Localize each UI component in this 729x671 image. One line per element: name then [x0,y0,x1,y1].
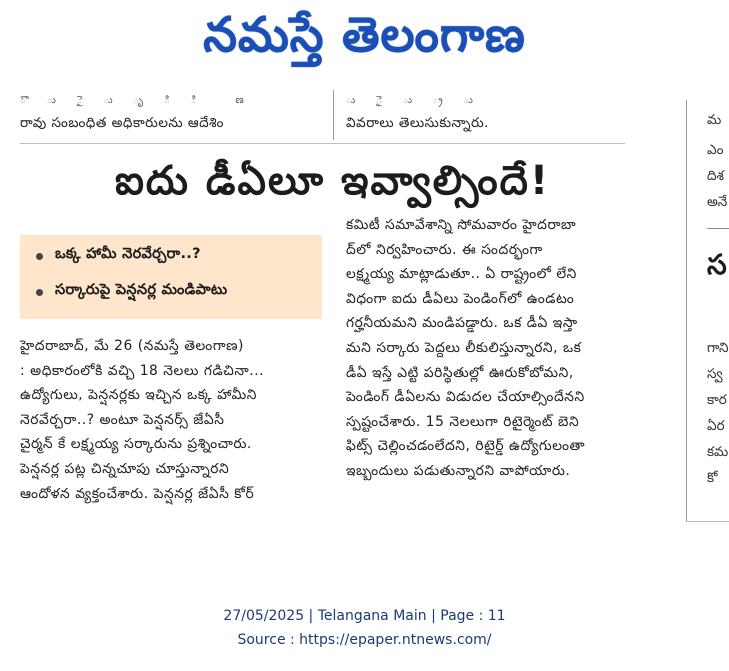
neighbor-headline-fragment: స [707,248,727,281]
bullet-icon [36,253,43,260]
clipped-text-top-right: ు ై ు ్ర ు [346,95,491,106]
body-line: విధంగా ఐదు డీఏలు పెండింగ్‌లో ఉండటం [346,290,575,307]
article-body-right-column [346,213,636,484]
body-line: పెండింగ్ డీఏలను విడుదల చేయాల్సిందేనని [346,389,585,406]
neighbor-article-fragment: స్వ [707,366,723,382]
neighbor-article-fragment: కమ [707,444,729,460]
neighbor-article-fragment: మ [707,112,722,128]
body-line: : అధికారంలోకి వచ్చి 18 నెలలు గడిచినా... [20,362,265,379]
body-line: డీఏ ఇస్తే ఎట్టి పరిస్థితుల్లో ఊరుకోబోమని, [346,364,574,381]
neighbor-article-fragment: కో [707,470,718,486]
masthead-logo [0,0,729,82]
neighbor-article-fragment: ఏర [707,418,725,434]
article-headline: ఐదు డీఏలూ ఇవ్వాల్సిందే! [114,158,551,204]
article-body-left-column [20,334,320,506]
neighbor-article-fragment: కార [707,392,727,408]
body-line: ఇబ్బందులు పడుతున్నారని వాపోయారు. [346,462,571,479]
body-line: ద్‌లో నిర్వహించారు. ఈ సందర్భంగా [346,241,543,258]
section-divider [20,143,625,144]
body-line: గర్హనీయమని మండిపడ్డారు. ఒక డీఏ ఇస్తా [346,315,578,332]
neighbor-article-fragment: అనే [707,194,728,210]
body-line: లక్ష్మయ్య మాట్లాడుతూ.. ఏ రాష్ట్రంలో లేని [346,266,577,283]
body-line: హైదరాబాద్, మే 26 (నమస్తే తెలంగాణ) [20,338,244,354]
body-line: ఆందోళన వ్యక్తంచేశారు. పెన్షనర్ల జేఏసీ కోర్ [20,485,255,502]
highlight-text: సర్కారుపై పెన్షనర్ల మండిపాటు [55,282,228,298]
neighbor-article-fragment: ఎం [707,142,724,158]
body-line: మని సర్కారు పెద్దలు లీకులిస్తున్నారని, ఒక [346,339,582,356]
right-box-bottom-rule [686,521,729,522]
column-divider-top [333,90,334,140]
neighbor-article-fragment: గాని [707,340,729,356]
body-line: కమిటీ సమావేశాన్ని సోమవారం హైదరాబా [346,217,577,233]
neighbor-divider [707,228,729,229]
body-line: స్పష్టంచేశారు. 15 నెలలుగా రిటైర్మెంట్ బెని [346,413,580,430]
prev-article-right-line: వివరాలు తెలుసుకున్నారు. [346,115,489,131]
clipped-text-top-left: ొ ు ై ు ృ ి ి ణ [20,95,262,106]
footer-source: Source : https://epaper.ntnews.com/ [237,632,492,648]
column-divider-right [686,100,687,522]
highlight-item [20,241,322,271]
body-line: ఉద్యోగులు, పెన్షనర్లకు ఇచ్చిన ఒక్క హామీని [20,387,257,404]
body-line: ఫిట్స్ చెల్లించడంలేదని, రిటైర్డ్ ఉద్యోగులంతా [346,438,586,455]
neighbor-article-fragment: దిశ [707,168,724,184]
highlights-box [20,235,322,319]
body-line: చైర్మన్ కే లక్ష్మయ్య సర్కారును ప్రశ్నించారు. [20,436,252,453]
body-line: పెన్షనర్ల పట్ల చిన్నచూపు చూస్తున్నారని [20,460,230,477]
highlight-item [20,277,322,307]
body-line: నెరవేర్చరా..? అంటూ పెన్షనర్స్ జేఏసీ [20,411,225,428]
prev-article-left-line: రావు సంబంధిత అధికారులను ఆదేశిం [20,115,224,131]
bullet-icon [36,289,43,296]
masthead-title: నమస్తే తెలంగాణ [203,7,526,63]
highlight-text: ఒక్క హామీ నెరవేర్చరా..? [55,246,201,262]
footer-date-page: 27/05/2025 | Telangana Main | Page : 11 [223,608,506,624]
